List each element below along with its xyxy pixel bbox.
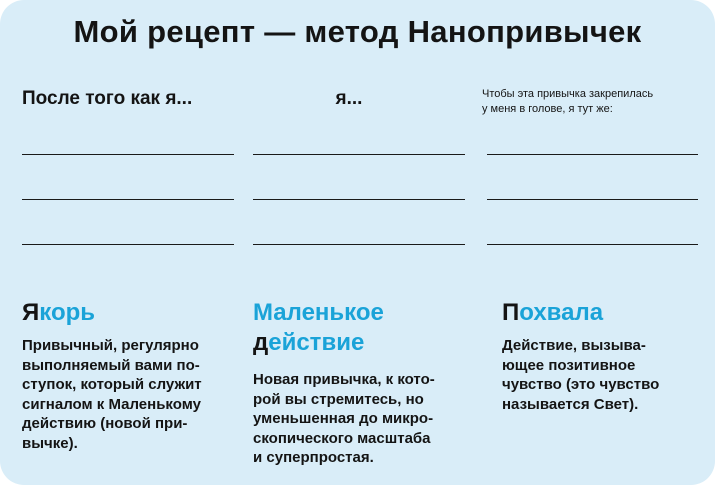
tiny-action-prompt: я... [335, 88, 363, 109]
anchor-description-line: ступок, который служит [22, 376, 202, 393]
tiny-action-write-line-1[interactable] [253, 154, 465, 155]
tiny-action-write-line-3[interactable] [253, 244, 465, 245]
celebration-term-rest: охвала [519, 299, 604, 326]
celebration-description-line: называется Свет). [502, 395, 639, 413]
anchor-description-line: Привычный, регулярно [22, 337, 199, 354]
celebration-write-line-3[interactable] [487, 244, 698, 245]
celebration-term-initial: П [502, 299, 520, 326]
celebration-description [502, 336, 698, 414]
tiny-action-description-line: Новая привычка, к кото- [253, 371, 435, 388]
tiny-action-description-line: рой вы стремитесь, но [253, 390, 424, 408]
tiny-action-description [253, 370, 465, 468]
celebration-prompt-line: Чтобы эта привычка закрепилась [482, 88, 654, 100]
tiny-action-description-line: скопического масштаба [253, 429, 431, 447]
celebration-write-line-1[interactable] [487, 154, 698, 155]
anchor-term [22, 298, 95, 328]
anchor-description-line: действию (новой при- [22, 415, 188, 432]
tiny-action-term-line1: Маленькое [253, 299, 384, 326]
anchor-term-rest: корь [39, 299, 96, 326]
anchor-column [22, 0, 234, 485]
tiny-action-write-line-2[interactable] [253, 199, 465, 200]
anchor-write-line-1[interactable] [22, 154, 234, 155]
anchor-write-line-3[interactable] [22, 244, 234, 245]
anchor-description [22, 336, 234, 453]
celebration-column [482, 0, 698, 485]
tiny-action-term-initial: д [253, 329, 269, 356]
celebration-prompt [482, 87, 698, 117]
anchor-description-line: выполняемый вами по- [22, 356, 200, 374]
tiny-action-term-rest: ействие [268, 329, 365, 356]
tiny-action-description-line: и суперпростая. [253, 449, 374, 466]
celebration-description-line: ющее позитивное [502, 356, 636, 374]
anchor-prompt: После того как я... [22, 88, 193, 109]
celebration-write-line-2[interactable] [487, 199, 698, 200]
tiny-action-column [253, 0, 465, 485]
celebration-prompt-line: у меня в голове, я тут же: [482, 103, 613, 115]
tiny-action-term [253, 298, 384, 358]
anchor-term-initial: Я [22, 299, 40, 326]
celebration-description-line: Действие, вызыва- [502, 337, 646, 354]
tiny-action-description-line: уменьшенная до микро- [253, 410, 434, 427]
anchor-write-line-2[interactable] [22, 199, 234, 200]
anchor-description-line: сигналом к Маленькому [22, 395, 201, 413]
anchor-description-line: вычке). [22, 434, 78, 452]
celebration-term [502, 298, 603, 328]
celebration-description-line: чувство (это чувство [502, 376, 660, 393]
page-title: Мой рецепт — метод Нанопривычек [73, 14, 642, 49]
